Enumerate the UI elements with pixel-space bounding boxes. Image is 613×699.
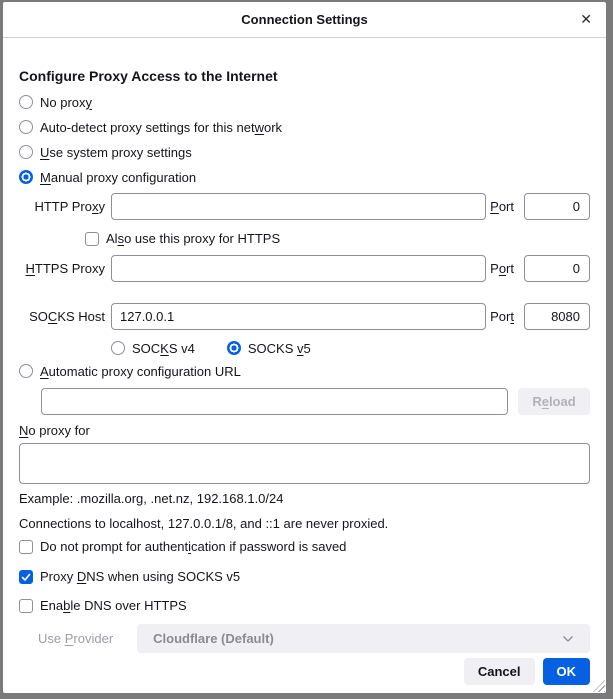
ok-button[interactable]: OK <box>543 658 591 685</box>
dialog-title: Connection Settings <box>241 12 368 27</box>
http-proxy-label: HTTP Proxy <box>34 199 105 214</box>
no-proxy-for-textarea[interactable] <box>19 443 590 484</box>
radio-no-proxy[interactable] <box>19 95 590 109</box>
http-port-input[interactable] <box>524 193 590 220</box>
provider-dropdown[interactable] <box>137 624 590 653</box>
checkbox-unchecked-icon <box>19 599 33 613</box>
radio-circle-icon <box>19 145 33 159</box>
https-port-input[interactable] <box>524 255 590 282</box>
checkbox-also-https-label: Also use this proxy for HTTPS <box>106 231 281 246</box>
checkbox-also-https[interactable] <box>85 231 590 246</box>
checkbox-unchecked-icon <box>19 540 33 554</box>
checkbox-unchecked-icon <box>85 232 99 246</box>
checkbox-proxy-dns[interactable] <box>19 569 590 584</box>
socks-port-input[interactable] <box>524 303 590 330</box>
radio-auto-detect-label: Auto-detect proxy settings for this network <box>40 119 283 135</box>
radio-manual-proxy[interactable] <box>19 170 590 184</box>
checkbox-no-prompt-label: Do not prompt for authentication if password is saved <box>40 539 347 554</box>
radio-circle-icon <box>19 120 33 134</box>
no-proxy-for-label: No proxy for <box>19 423 90 438</box>
socks-version-group <box>111 341 590 355</box>
checkbox-checked-icon <box>19 570 33 584</box>
example-note: Example: .mozilla.org, .net.nz, 192.168.1.0/24 <box>19 491 284 506</box>
socks-host-row <box>19 303 590 330</box>
auto-url-row <box>41 388 590 415</box>
https-proxy-row <box>19 255 590 282</box>
radio-auto-url-label: Automatic proxy configuration URL <box>40 363 241 379</box>
page-title: Configure Proxy Access to the Internet <box>19 68 278 84</box>
https-proxy-input[interactable] <box>111 255 486 282</box>
auto-url-input[interactable] <box>41 388 508 415</box>
socks-host-input[interactable] <box>111 303 486 330</box>
checkbox-proxy-dns-label: Proxy DNS when using SOCKS v5 <box>40 569 241 584</box>
socks-port-label: Port <box>490 309 514 324</box>
close-icon[interactable]: ✕ <box>580 11 592 27</box>
radio-circle-icon[interactable] <box>111 341 125 355</box>
radio-manual-proxy-label: Manual proxy configuration <box>40 169 197 185</box>
cancel-button[interactable]: Cancel <box>464 658 535 685</box>
reload-button[interactable]: Reload <box>518 388 590 415</box>
radio-use-system[interactable] <box>19 145 590 159</box>
provider-value: Cloudflare (Default) <box>153 631 274 646</box>
localhost-note: Connections to localhost, 127.0.0.1/8, and ::1 are never proxied. <box>19 516 389 531</box>
checkbox-enable-doh-label: Enable DNS over HTTPS <box>40 598 187 613</box>
radio-use-system-label: Use system proxy settings <box>40 144 192 160</box>
dialog-content <box>3 68 606 685</box>
http-proxy-input[interactable] <box>111 193 486 220</box>
socks-host-label: SOCKS Host <box>29 309 105 324</box>
https-proxy-label: HTTPS Proxy <box>25 261 105 276</box>
chevron-down-icon <box>562 635 574 643</box>
http-port-label: Port <box>490 199 514 214</box>
radio-socks-v5-label[interactable]: SOCKS v5 <box>247 340 311 356</box>
http-proxy-row <box>19 193 590 220</box>
https-port-label: Port <box>490 261 514 276</box>
radio-socks-v4-label[interactable]: SOCKS v4 <box>132 340 195 356</box>
use-provider-label: Use Provider <box>38 631 114 646</box>
radio-auto-url[interactable] <box>19 364 590 378</box>
provider-row <box>19 624 590 653</box>
radio-selected-icon[interactable] <box>227 341 241 355</box>
radio-circle-icon <box>19 95 33 109</box>
radio-selected-icon <box>19 170 33 184</box>
radio-circle-icon <box>19 364 33 378</box>
checkbox-enable-doh[interactable] <box>19 598 590 613</box>
titlebar <box>3 2 606 38</box>
radio-no-proxy-label: No proxy <box>40 94 93 110</box>
footer-buttons <box>19 658 590 685</box>
radio-auto-detect[interactable] <box>19 120 590 134</box>
connection-settings-dialog <box>3 2 606 693</box>
checkbox-no-prompt[interactable] <box>19 539 590 554</box>
